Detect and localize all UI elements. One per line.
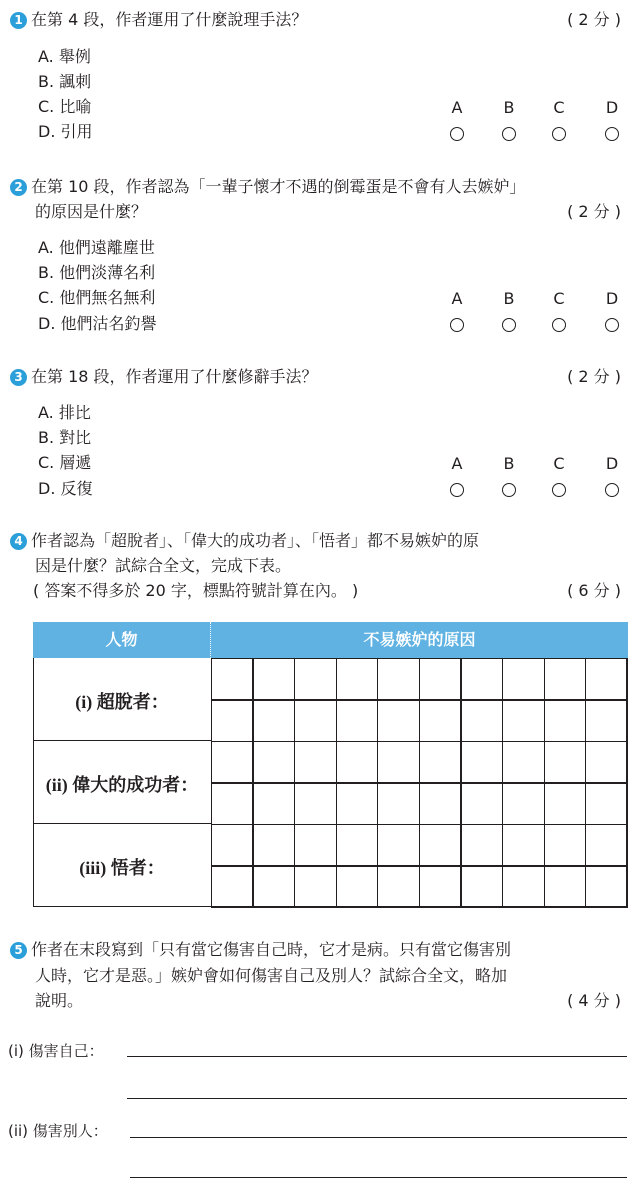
answer-grid-cell[interactable] [502,824,544,866]
answer-grid-cell[interactable] [502,866,544,908]
q1-text: 在第 4 段，作者運用了什麼說理手法？ [31,10,308,29]
q2-option-d: D. 他們沽名釣譽 [38,314,157,333]
q3-label-b: B [503,454,515,473]
answer-grid-cell[interactable] [253,658,295,700]
q2-label-c: C [553,289,565,308]
q2-bubble-d[interactable] [605,318,619,332]
q4-row-divider [33,740,211,741]
answer-grid-cell[interactable] [461,866,503,908]
q3-text: 在第 18 段，作者運用了什麼修辭手法？ [31,367,318,386]
answer-grid-cell[interactable] [461,783,503,825]
answer-grid-cell[interactable] [544,741,586,783]
q2-bubble-b[interactable] [502,318,516,332]
answer-grid-cell[interactable] [336,783,378,825]
answer-grid-cell[interactable] [544,658,586,700]
answer-grid-cell[interactable] [585,700,627,742]
answer-grid-cell[interactable] [211,866,253,908]
q1-bubble-c[interactable] [552,127,566,141]
answer-grid-cell[interactable] [336,700,378,742]
answer-grid-cell[interactable] [419,658,461,700]
answer-grid-cell[interactable] [336,741,378,783]
q2-text-line1: 在第 10 段，作者認為「一輩子懷才不遇的倒霉蛋是不會有人去嫉妒」 [31,177,526,196]
q1-option-b: B. 諷刺 [38,72,92,91]
q3-bubble-c[interactable] [552,483,566,497]
q5-marks: ( 4 分 ) [567,991,621,1010]
answer-grid-cell[interactable] [585,658,627,700]
q3-bubble-d[interactable] [605,483,619,497]
q4-row-label-1: (i) 超脫者： [75,692,169,712]
q5-text-line2: 人時，它才是惡。」嫉妒會如何傷害自己及別人？試綜合全文，略加 [35,966,508,985]
q2-option-b: B. 他們淡薄名利 [38,263,156,282]
q1-number-badge: 1 [10,12,27,29]
q2-label-a: A [451,289,463,308]
answer-grid-cell[interactable] [377,658,419,700]
answer-grid-cell[interactable] [544,866,586,908]
q3-bubble-b[interactable] [502,483,516,497]
answer-grid-cell[interactable] [461,658,503,700]
q4-text-line3: ( 答案不得多於 20 字，標點符號計算在內。 ) [33,581,359,600]
q5-answer-line[interactable] [127,1098,627,1099]
answer-grid-cell[interactable] [377,866,419,908]
answer-grid-cell[interactable] [253,783,295,825]
q3-bubble-a[interactable] [450,483,464,497]
answer-grid-cell[interactable] [502,658,544,700]
answer-grid-cell[interactable] [294,741,336,783]
answer-grid-cell[interactable] [253,700,295,742]
q3-marks: ( 2 分 ) [567,367,621,386]
q1-label-d: D [605,98,619,117]
q2-label-b: B [503,289,515,308]
answer-grid-cell[interactable] [377,700,419,742]
q4-row-divider [33,823,211,824]
answer-grid-cell[interactable] [461,700,503,742]
q4-prompt-line1 [10,530,479,552]
q3-prompt [10,366,318,388]
q2-marks: ( 2 分 ) [567,202,621,221]
answer-grid-cell[interactable] [211,783,253,825]
q5-answer-label-2: (ii) 傷害別人： [8,1122,108,1140]
q1-option-a: A. 舉例 [38,47,91,66]
answer-grid-cell[interactable] [544,700,586,742]
answer-grid-cell[interactable] [211,824,253,866]
q5-answer-line[interactable] [127,1056,627,1057]
q2-bubble-c[interactable] [552,318,566,332]
q5-prompt-line1 [10,939,511,961]
q4-header-reason: 不易嫉妒的原因 [363,630,476,649]
answer-grid-cell[interactable] [585,866,627,908]
answer-grid-cell[interactable] [461,824,503,866]
q4-row-label-2: (ii) 偉大的成功者： [45,775,199,795]
answer-grid-cell[interactable] [544,824,586,866]
q4-marks: ( 6 分 ) [567,581,621,600]
q1-bubble-b[interactable] [502,127,516,141]
answer-grid-cell[interactable] [585,741,627,783]
answer-grid-cell[interactable] [585,783,627,825]
q1-option-d: D. 引用 [38,122,93,141]
answer-grid-cell[interactable] [211,658,253,700]
answer-grid-cell[interactable] [294,824,336,866]
q1-option-c: C. 比喻 [38,97,92,116]
q4-number-badge: 4 [10,533,27,550]
q5-number-badge: 5 [10,942,27,959]
q5-text-line3: 說明。 [35,991,84,1010]
answer-grid-cell[interactable] [544,783,586,825]
answer-grid-cell[interactable] [419,783,461,825]
q1-prompt [10,9,307,31]
q5-text-line1: 作者在末段寫到「只有當它傷害自己時，它才是病。只有當它傷害別 [31,940,512,959]
answer-grid-cell[interactable] [502,700,544,742]
answer-grid-cell[interactable] [253,866,295,908]
answer-grid-cell[interactable] [211,741,253,783]
answer-grid-cell[interactable] [585,824,627,866]
answer-grid-cell[interactable] [461,741,503,783]
q4-text-line1: 作者認為「超脫者」、「偉大的成功者」、「悟者」都不易嫉妒的原 [31,531,480,550]
q1-label-c: C [553,98,565,117]
q4-header-person: 人物 [33,622,211,658]
q5-answer-line[interactable] [130,1137,627,1138]
q3-option-b: B. 對比 [38,428,92,447]
answer-grid-cell[interactable] [419,866,461,908]
answer-grid-cell[interactable] [419,700,461,742]
q1-bubble-d[interactable] [605,127,619,141]
q3-label-d: D [605,454,619,473]
q1-marks: ( 2 分 ) [567,10,621,29]
answer-grid-cell[interactable] [502,783,544,825]
q2-text-line2: 的原因是什麼？ [35,202,148,221]
q3-label-a: A [451,454,463,473]
q1-label-a: A [451,98,463,117]
q1-bubble-a[interactable] [450,127,464,141]
answer-grid-cell[interactable] [336,658,378,700]
q2-number-badge: 2 [10,179,27,196]
q3-label-c: C [553,454,565,473]
answer-grid-cell[interactable] [294,783,336,825]
answer-grid-cell[interactable] [377,741,419,783]
q4-text-line2: 因是什麼？試綜合全文，完成下表。 [35,556,292,575]
q3-option-c: C. 層遞 [38,453,92,472]
q5-answer-label-1: (i) 傷害自己： [8,1042,104,1060]
answer-grid-cell[interactable] [419,824,461,866]
answer-grid-cell[interactable] [419,741,461,783]
q3-option-a: A. 排比 [38,403,91,422]
q2-option-c: C. 他們無名無利 [38,288,156,307]
answer-grid-cell[interactable] [377,824,419,866]
answer-grid-cell[interactable] [377,783,419,825]
q2-prompt-line1 [10,176,526,198]
answer-grid-cell[interactable] [294,866,336,908]
q4-table-header [33,622,628,658]
q3-option-d: D. 反復 [38,479,93,498]
answer-grid-cell[interactable] [211,700,253,742]
q2-bubble-a[interactable] [450,318,464,332]
answer-grid-cell[interactable] [294,700,336,742]
q1-label-b: B [503,98,515,117]
answer-grid-cell[interactable] [336,866,378,908]
q4-row-label-3: (iii) 悟者： [79,858,165,878]
answer-grid-cell[interactable] [253,824,295,866]
q3-number-badge: 3 [10,369,27,386]
q2-label-d: D [605,289,619,308]
answer-grid-cell[interactable] [336,824,378,866]
q5-answer-line[interactable] [130,1177,627,1178]
answer-grid-cell[interactable] [294,658,336,700]
answer-grid-cell[interactable] [502,741,544,783]
answer-grid-cell[interactable] [253,741,295,783]
q2-option-a: A. 他們遠離塵世 [38,238,155,257]
